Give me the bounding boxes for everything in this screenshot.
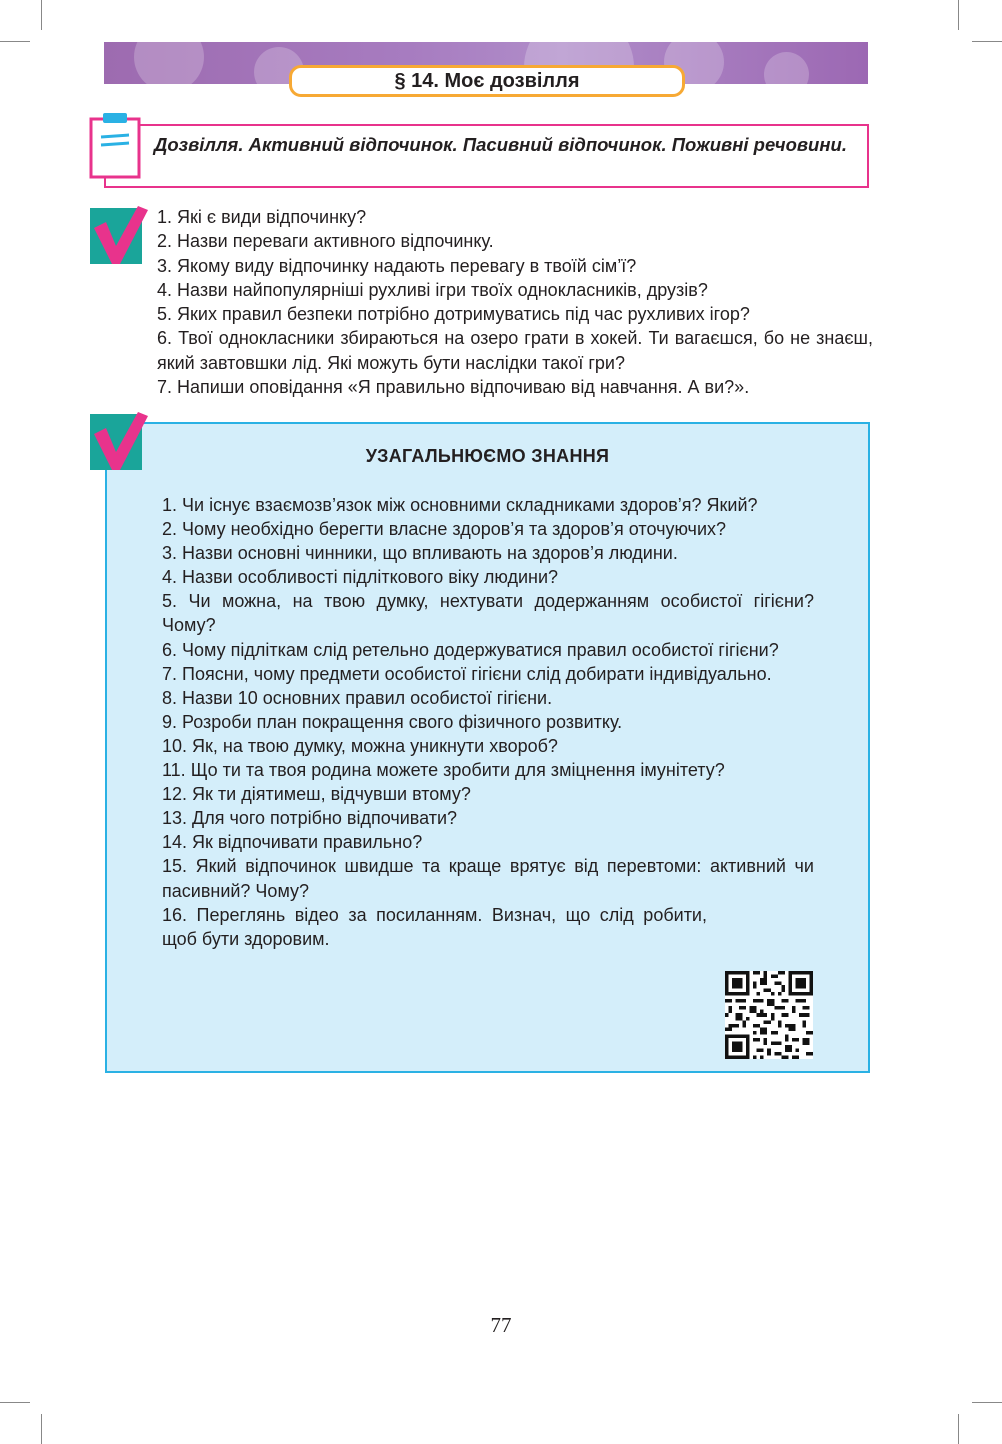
list-item: 16. Переглянь відео за посиланням. Визнач, що слід робити, щоб бути здоровим.: [162, 904, 707, 949]
crop-mark: [0, 1402, 30, 1403]
list-item: 5. Чи можна, на твою думку, нехтувати додержанням особистої гігієни? Чому?: [162, 591, 814, 636]
list-item: 1. Чи існує взаємозв’язок між основними складниками здоров’я? Який?: [162, 495, 758, 515]
page-number: 77: [490, 1313, 512, 1337]
crop-mark: [41, 0, 42, 30]
crop-mark: [958, 0, 959, 30]
summary-list: [162, 493, 814, 951]
qr-code-icon[interactable]: [724, 971, 814, 1059]
list-item: 1. Які є види відпочинку?: [157, 207, 367, 227]
list-item: 2. Чому необхідно берегти власне здоров’я та здоров’я оточуючих?: [162, 519, 727, 540]
notebook-icon: [89, 113, 141, 179]
crop-mark: [0, 41, 30, 42]
crop-mark: [958, 1414, 959, 1444]
list-item: 13. Для чого потрібно відпочивати?: [162, 808, 458, 829]
keywords-text: Дозвілля. Активний відпочинок. Пасивний відпочинок. Поживні речовини.: [154, 134, 847, 155]
list-item: 14. Як відпочивати правильно?: [162, 832, 423, 853]
list-item: 3. Назви основні чинники, що впливають на здоров’я людини.: [162, 543, 678, 564]
list-item: 9. Розроби план покращення свого фізичного розвитку.: [162, 711, 623, 732]
list-item: 15. Який відпочинок швидше та краще врятує від перевтоми: активний чи пасивний? Чому?: [162, 856, 814, 901]
section-title: § 14. Моє дозвілля: [289, 65, 685, 97]
crop-mark: [41, 1414, 42, 1444]
list-item: 6. Твої однокласники збираються на озеро грати в хокей. Ти вагаєшся, бо не знаєш, який завтовшки лід. Які можуть бути наслідки такої гри?: [157, 328, 873, 373]
list-item: 2. Назви переваги активного відпочинку.: [157, 231, 494, 252]
checkmark-icon: [90, 206, 148, 266]
list-item: 11. Що ти та твоя родина можете зробити для зміцнення імунітету?: [162, 760, 725, 781]
summary-heading: УЗАГАЛЬНЮЄМО ЗНАННЯ: [365, 446, 610, 466]
list-item: 8. Назви 10 основних правил особистої гігієни.: [162, 687, 553, 708]
list-item: 7. Напиши оповідання «Я правильно відпочиваю від навчання. А ви?».: [157, 377, 750, 398]
list-item: 7. Поясни, чому предмети особистої гігієни слід добирати індивідуально.: [162, 663, 772, 684]
crop-mark: [972, 41, 1002, 42]
questions-list: [157, 205, 873, 399]
list-item: 12. Як ти діятимеш, відчувши втому?: [162, 784, 471, 805]
list-item: 4. Назви особливості підліткового віку людини?: [162, 567, 559, 588]
list-item: 3. Якому виду відпочинку надають перевагу в твоїй сім’ї?: [157, 255, 637, 276]
list-item: 4. Назви найпопулярніші рухливі ігри твоїх однокласників, друзів?: [157, 279, 708, 300]
list-item: 6. Чому підліткам слід ретельно додержуватися правил особистої гігієни?: [162, 639, 779, 660]
list-item: 10. Як, на твою думку, можна уникнути хвороб?: [162, 735, 558, 756]
list-item: 5. Яких правил безпеки потрібно дотримуватись під час рухливих ігор?: [157, 304, 750, 325]
crop-mark: [972, 1402, 1002, 1403]
